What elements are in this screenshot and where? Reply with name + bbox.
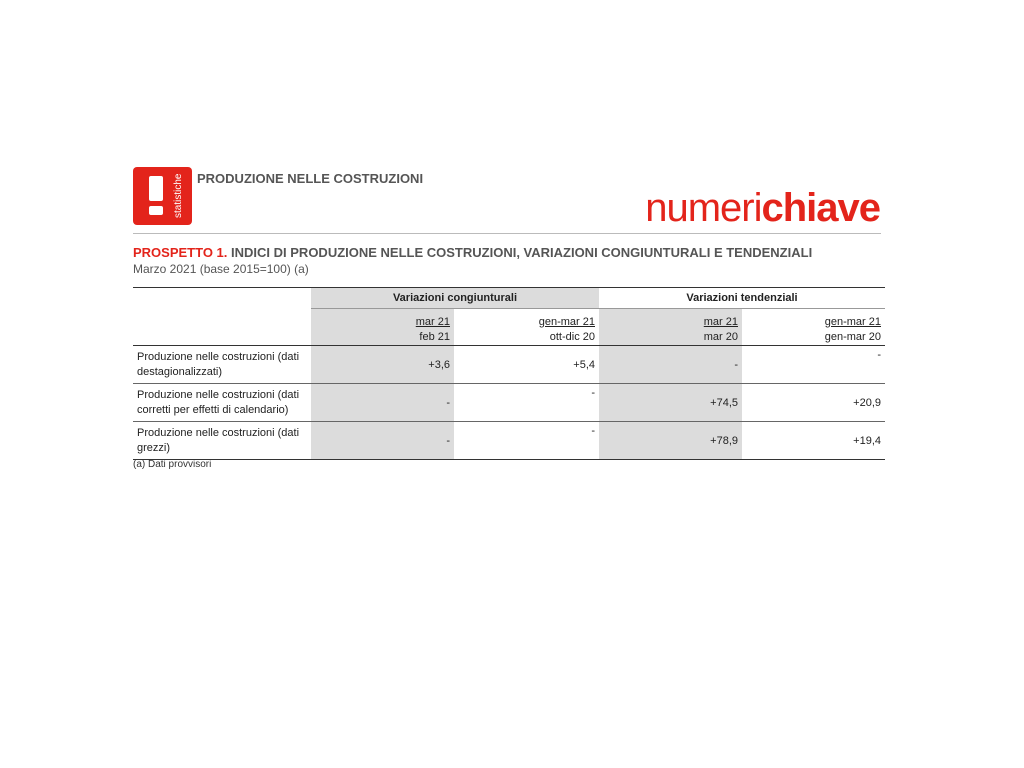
exclamation-dot: [149, 206, 163, 215]
value-cell: +19,4: [742, 422, 885, 460]
group-header-congiunturali: Variazioni congiunturali: [311, 288, 599, 309]
value-cell: -: [311, 384, 454, 422]
table-group-header: [133, 288, 885, 309]
footnote: (a) Dati provvisori: [133, 459, 212, 470]
value-cell: +3,6: [311, 346, 454, 384]
row-label: Produzione nelle costruzioni (dati destagionalizzati): [133, 346, 311, 384]
value-cell: +78,9: [599, 422, 742, 460]
brand-light: numeri: [645, 186, 762, 230]
value-cell: -: [454, 384, 599, 422]
exclamation-icon: [149, 176, 163, 201]
istat-statistiche-logo: [133, 167, 192, 225]
table-previous-row: [133, 328, 885, 346]
period-label: gen-mar 21: [824, 316, 881, 328]
value-cell: -: [454, 422, 599, 460]
value-cell: +74,5: [599, 384, 742, 422]
header-divider: [133, 233, 881, 234]
period-label: mar 21: [703, 316, 738, 328]
table-title-text: INDICI DI PRODUZIONE NELLE COSTRUZIONI, VARIAZIONI CONGIUNTURALI E TENDENZIALI: [231, 245, 813, 260]
row-label: Produzione nelle costruzioni (dati grezzi): [133, 422, 311, 460]
value-cell: -: [599, 346, 742, 384]
group-header-tendenziali: Variazioni tendenziali: [599, 288, 885, 309]
period-cell: [311, 309, 454, 329]
logo-text: statistiche: [173, 173, 184, 219]
corner-cell: [133, 288, 311, 309]
period-label: gen-mar 21: [538, 316, 595, 328]
previous-period-cell: mar 20: [599, 328, 742, 346]
brand-logo: [645, 186, 880, 231]
table-row: [133, 346, 885, 384]
section-title: PRODUZIONE NELLE COSTRUZIONI: [197, 171, 424, 186]
row-label: Produzione nelle costruzioni (dati corretti per effetti di calendario): [133, 384, 311, 422]
period-cell: [454, 309, 599, 329]
data-table: [133, 287, 885, 460]
value-cell: +20,9: [742, 384, 885, 422]
table-row: [133, 422, 885, 460]
value-cell: +5,4: [454, 346, 599, 384]
previous-period-cell: ott-dic 20: [454, 328, 599, 346]
value-cell: -: [311, 422, 454, 460]
period-label: mar 21: [415, 316, 450, 328]
table-subtitle: Marzo 2021 (base 2015=100) (a): [133, 262, 309, 276]
empty-cell: [133, 328, 311, 346]
brand-bold: chiave: [761, 186, 880, 230]
table-period-row: [133, 309, 885, 329]
period-cell: [599, 309, 742, 329]
period-cell: [742, 309, 885, 329]
table-title: [133, 245, 812, 260]
empty-cell: [133, 309, 311, 329]
table-title-label: PROSPETTO 1.: [133, 245, 228, 260]
table-row: [133, 384, 885, 422]
previous-period-cell: feb 21: [311, 328, 454, 346]
value-cell: -: [742, 346, 885, 384]
previous-period-cell: gen-mar 20: [742, 328, 885, 346]
